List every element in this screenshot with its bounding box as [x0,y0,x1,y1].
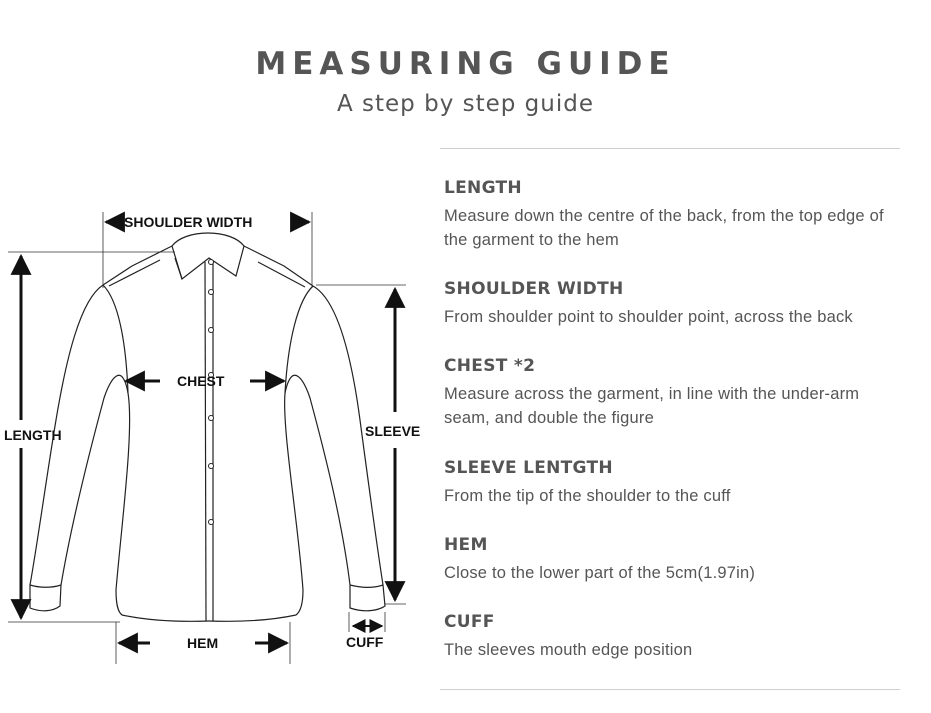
guide-item-cuff [444,612,914,662]
divider-bottom [440,689,900,690]
page-title: MEASURING GUIDE [255,46,676,82]
guide-heading: SLEEVE LENTGTH [444,458,613,478]
label-length: LENGTH [4,427,62,443]
label-shoulder-width: SHOULDER WIDTH [124,214,253,230]
guide-description: Close to the lower part of the 5cm(1.97in) [444,564,756,582]
guide-heading: SHOULDER WIDTH [444,279,624,299]
guide-description: The sleeves mouth edge position [444,641,693,659]
page-subtitle: A step by step guide [336,91,594,117]
guide-description: From shoulder point to shoulder point, across the back [444,308,853,326]
guide-heading: HEM [444,535,488,555]
guide-description: From the tip of the shoulder to the cuff [444,487,731,505]
guide-item-length [444,178,914,252]
guide-heading: LENGTH [444,178,522,198]
guide-description: Measure down the centre of the back, from the top edge of the garment to the hem [444,207,884,249]
guide-lines [8,212,406,664]
shoulder-right [244,246,313,286]
sleeve-left [30,285,128,611]
guide-item-sleeve-length [444,458,914,508]
guide-heading: CUFF [444,612,495,632]
label-sleeve: SLEEVE [365,423,421,439]
body-right [209,393,303,621]
guide-item-chest [444,356,914,430]
shirt-illustration [30,233,385,621]
guide-description: Measure across the garment, in line with the under-arm seam, and double the figure [444,385,860,427]
label-hem: HEM [187,635,219,651]
label-chest: CHEST [177,373,225,389]
guide-item-hem [444,535,914,585]
body-left [116,393,209,621]
divider-top [440,148,900,149]
shirt-measurement-diagram [0,0,431,713]
label-cuff: CUFF [346,634,384,650]
guide-item-shoulder-width [444,279,914,329]
guide-heading: CHEST *2 [444,356,536,376]
collar [172,233,244,279]
